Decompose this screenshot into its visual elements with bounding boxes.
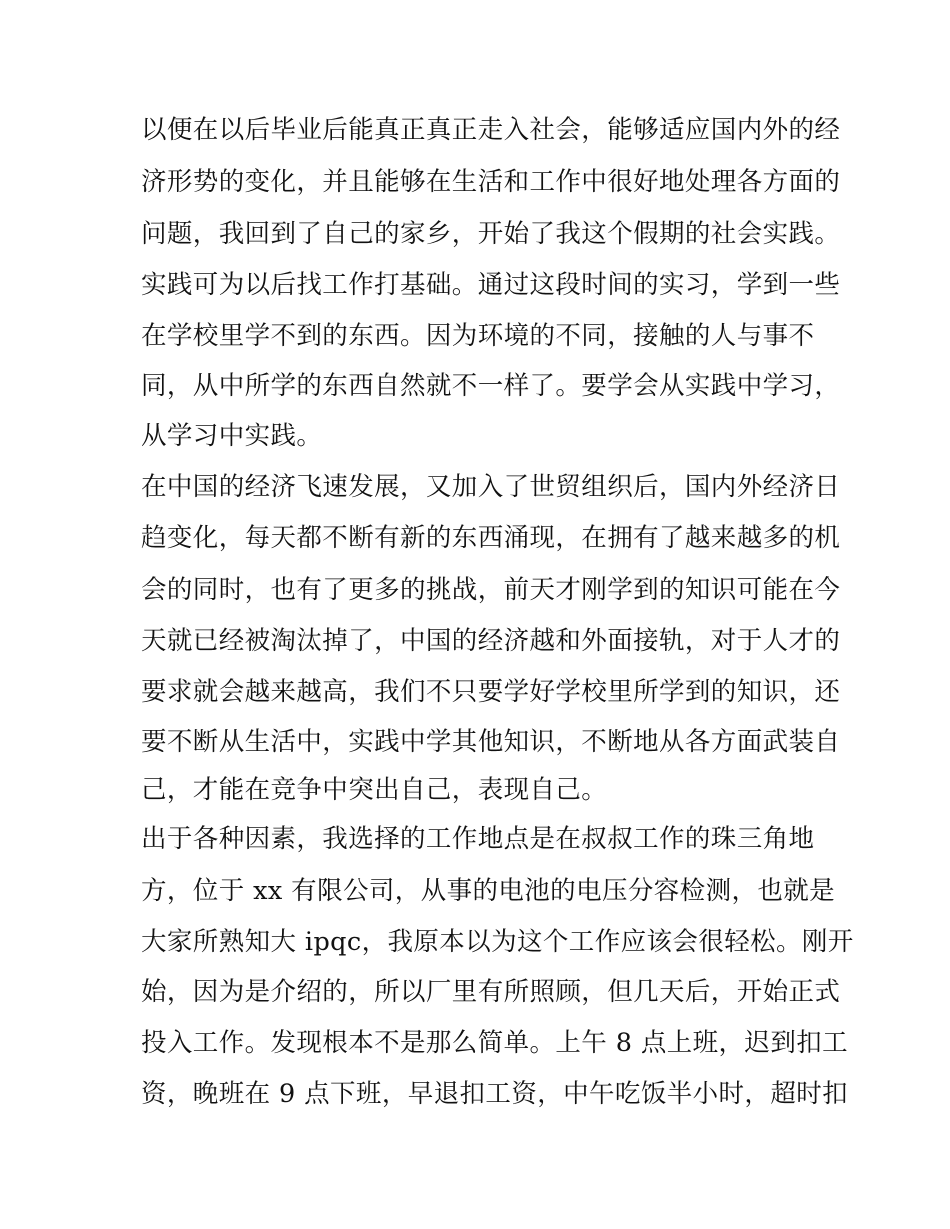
text-line: 出于各种因素，我选择的工作地点是在叔叔工作的珠三角地 [141,824,815,854]
text-line: 在学校里学不到的东西。因为环境的不同，接触的人与事不 [141,321,815,351]
text-line: 在中国的经济飞速发展，又加入了世贸组织后，国内外经济日 [141,472,841,502]
text-line: 趋变化，每天都不断有新的东西涌现，在拥有了越来越多的机 [141,523,841,553]
text-line: 以便在以后毕业后能真正真正走入社会，能够适应国内外的经 [141,115,841,145]
text-line: 问题，我回到了自己的家乡，开始了我这个假期的社会实践。 [141,219,841,249]
text-line: 要求就会越来越高，我们不只要学好学校里所学到的知识，还 [141,677,841,707]
text-line: 投入工作。发现根本不是那么简单。上午 8 点上班，迟到扣工 [141,1028,849,1058]
text-line: 从学习中实践。 [141,421,323,451]
text-line: 大家所熟知大 ipqc，我原本以为这个工作应该会很轻松。刚开 [141,927,854,957]
text-line: 济形势的变化，并且能够在生活和工作中很好地处理各方面的 [141,167,841,197]
text-line: 方，位于 xx 有限公司，从事的电池的电压分容检测，也就是 [141,876,836,906]
text-line: 始，因为是介绍的，所以厂里有所照顾，但几天后，开始正式 [141,977,841,1007]
text-line: 实践可为以后找工作打基础。通过这段时间的实习，学到一些 [141,270,841,300]
text-line: 同，从中所学的东西自然就不一样了。要学会从实践中学习， [141,371,841,401]
text-line: 资，晚班在 9 点下班，早退扣工资，中午吃饭半小时，超时扣 [141,1079,849,1109]
text-line: 要不断从生活中，实践中学其他知识，不断地从各方面武装自 [141,727,841,757]
text-line: 天就已经被淘汰掉了，中国的经济越和外面接轨，对于人才的 [141,626,841,656]
text-line: 己，才能在竞争中突出自己，表现自己。 [141,775,608,805]
text-line: 会的同时，也有了更多的挑战，前天才刚学到的知识可能在今 [141,575,841,605]
